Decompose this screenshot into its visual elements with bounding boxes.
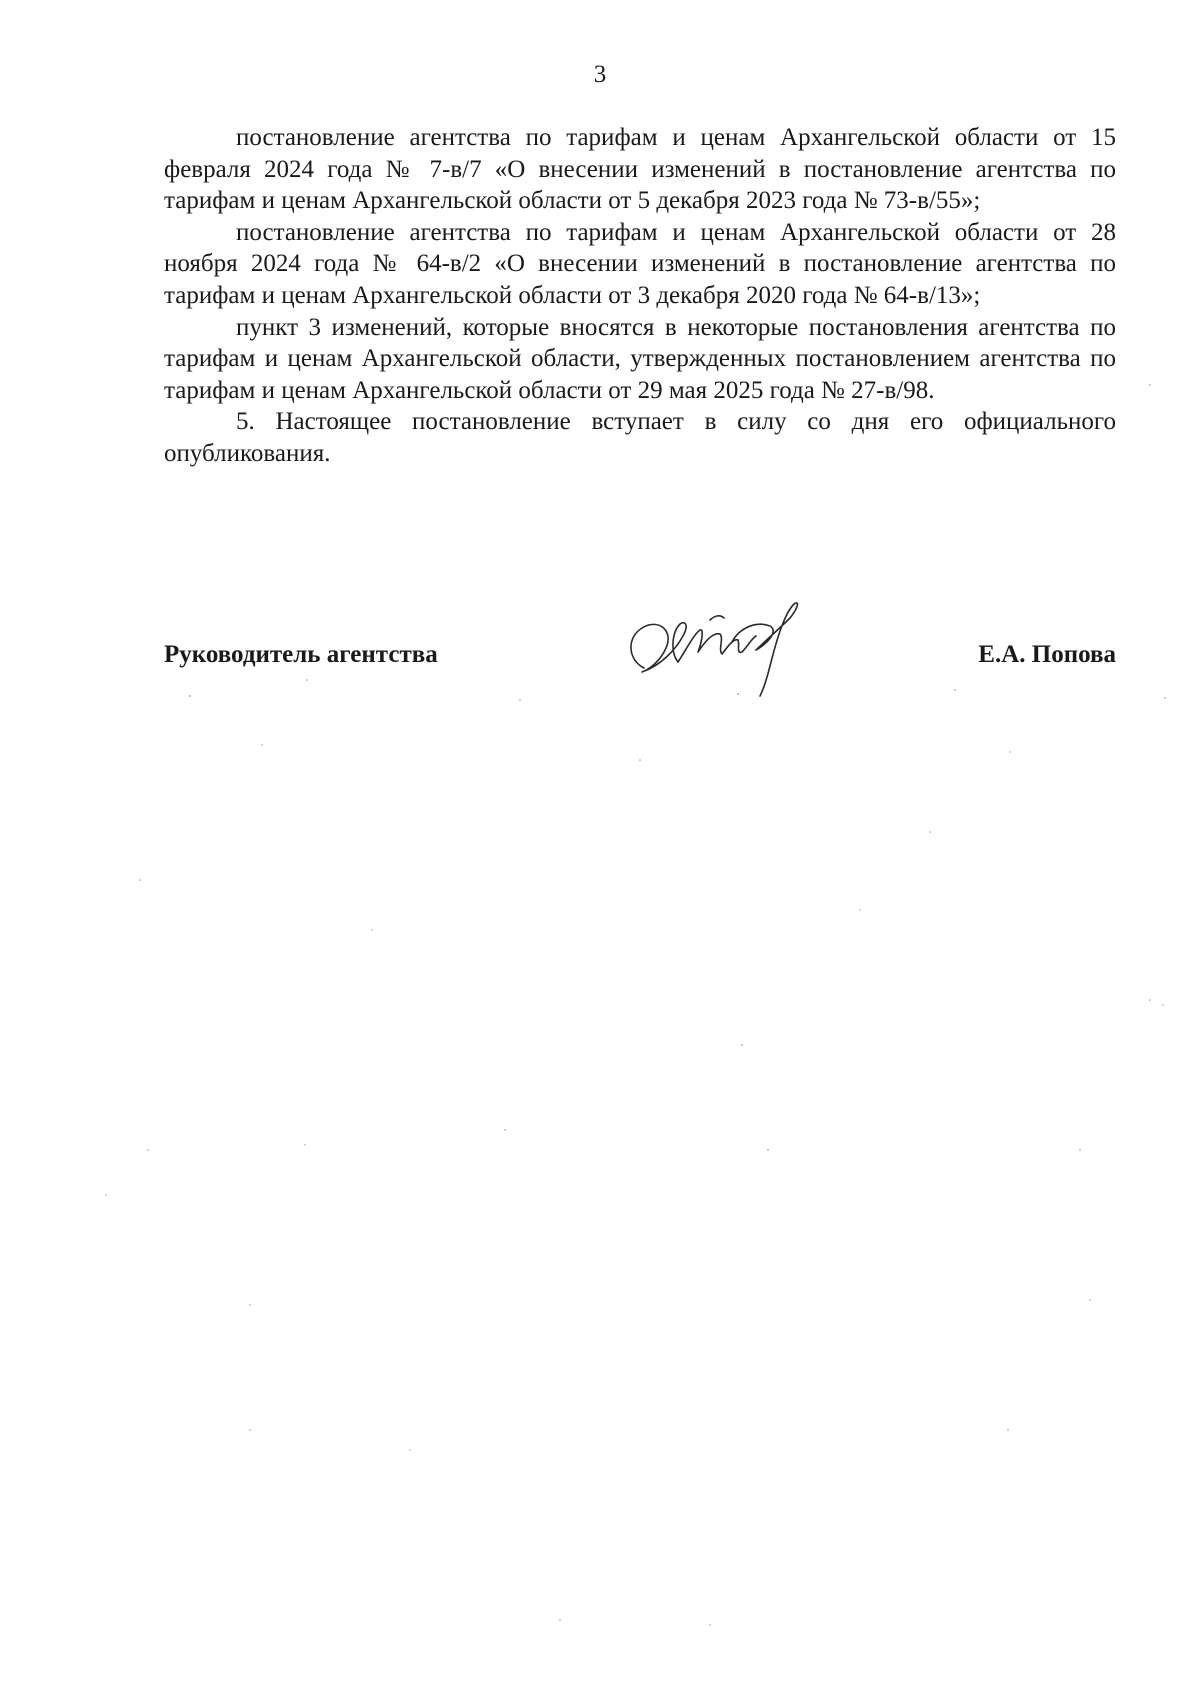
page-number: 3 [593, 61, 607, 88]
paragraph-resolution-7-v-7: постановление агентства по тарифам и ценам Архангельской области от 15 февраля 2024 года № 7-в/7 «О внесении изменений в постановление агентства по тарифам и ценам Архангельской области от 5 декабря 2023 года № 73-в/55»; [164, 124, 1116, 215]
signature-block [164, 630, 1116, 680]
document-body [164, 122, 1116, 470]
paragraph-resolution-64-v-2: постановление агентства по тарифам и ценам Архангельской области от 28 ноября 2024 года № 64-в/2 «О внесении изменений в постановление агентства по тарифам и ценам Архангельской области от 3 декабря 2020 года № 64-в/13»; [164, 218, 1116, 309]
handwritten-signature [614, 590, 814, 700]
signer-title: Руководитель агентства [164, 641, 438, 668]
paragraph-item-3-changes: пункт 3 изменений, которые вносятся в некоторые постановления агентства по тарифам и ценам Архангельской области, утвержденных постановлением агентства по тарифам и ценам Архангельской области от 29 мая 2025 года № 27-в/98. [164, 313, 1116, 404]
paragraph-effective-date: 5. Настоящее постановление вступает в силу со дня его официального опубликования. [164, 408, 1116, 467]
signer-name: Е.А. Попова [978, 641, 1116, 668]
